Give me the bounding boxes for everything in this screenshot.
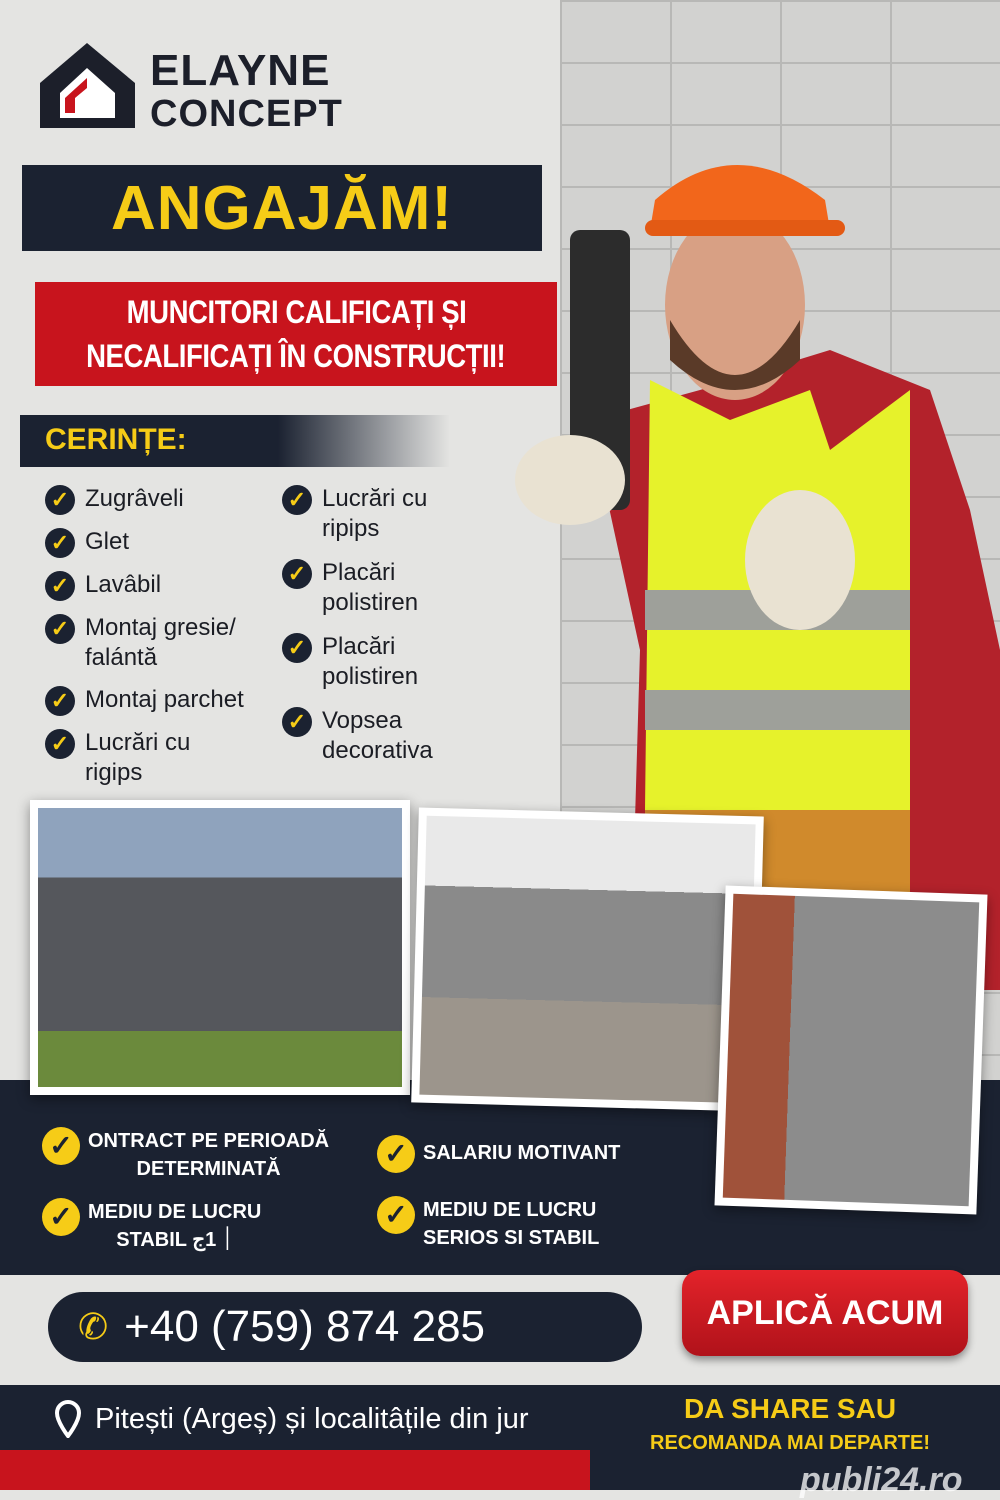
requirement-item [45, 570, 280, 601]
check-icon: ✓ [45, 729, 75, 759]
benefit-text: ONTRACT PE PERIOADĂ [88, 1130, 330, 1152]
requirement-item [45, 728, 280, 788]
requirement-item [282, 632, 472, 692]
requirement-item [45, 484, 280, 515]
share-line1: DA SHARE SAU [683, 1393, 897, 1424]
check-icon: ✓ [45, 614, 75, 644]
requirements-right [282, 484, 472, 766]
subheadline-line1: MUNCITORI CALIFICAȚI ȘI [126, 294, 466, 330]
share-text [620, 1393, 960, 1455]
location [55, 1400, 529, 1438]
location-pin-icon [55, 1400, 81, 1438]
requirement-item [45, 527, 280, 558]
check-icon: ✓ [377, 1196, 415, 1234]
requirement-text: Vopsea decorativa [322, 707, 433, 764]
check-icon: ✓ [282, 633, 312, 663]
check-icon: ✓ [282, 559, 312, 589]
requirement-text: Lucrări cu rigips [85, 729, 191, 786]
check-icon: ✓ [282, 485, 312, 515]
phone-icon: ✆ [78, 1306, 109, 1347]
requirement-text: Montaj gresie/ falántă [85, 614, 236, 671]
apply-now-button[interactable]: APLICĂ ACUM [682, 1270, 968, 1356]
benefit-text: SERIOS SI STABIL [423, 1227, 600, 1249]
requirement-item [45, 685, 280, 716]
brand-line2: CONCEPT [150, 93, 343, 135]
requirement-text: Lavâbil [85, 571, 162, 598]
requirement-text: Lucrări cu ripips [322, 485, 428, 542]
requirement-text: Glet [85, 528, 130, 555]
check-icon: ✓ [45, 485, 75, 515]
benefit-item [377, 1135, 620, 1173]
house-logo-icon [35, 38, 140, 130]
requirement-text: Montaj parchet [85, 686, 244, 713]
headline: ANGAJĂM! [22, 165, 542, 251]
brand-line1: ELAYNE [150, 46, 331, 95]
phone-number[interactable] [48, 1292, 642, 1362]
requirements-left [45, 484, 280, 788]
benefit-text: DETERMINATĂ [136, 1158, 281, 1180]
benefit-item [42, 1198, 261, 1254]
check-icon: ✓ [42, 1198, 80, 1236]
check-icon: ✓ [45, 528, 75, 558]
interior-photo [411, 808, 764, 1112]
location-text: Pitești (Argeș) și localitâțile din jur [95, 1402, 529, 1435]
requirement-item [282, 706, 472, 766]
requirement-item [282, 484, 472, 544]
requirement-text: Placări polistiren [322, 633, 419, 690]
check-icon: ✓ [45, 686, 75, 716]
check-icon: ✓ [377, 1135, 415, 1173]
watermark: publi24.ro [800, 1461, 963, 1499]
subheadline [35, 282, 557, 386]
phone-text: +40 (759) 874 285 [124, 1302, 486, 1351]
requirement-text: Zugrâveli [85, 485, 184, 512]
benefit-text: SALARIU MOTIVANT [423, 1142, 621, 1164]
benefit-text: MEDIU DE LUCRU [423, 1199, 597, 1221]
benefit-item [42, 1127, 329, 1183]
requirement-item [282, 558, 472, 618]
subheadline-line2: NECALIFICAȚI ÎN CONSTRUCȚII! [86, 338, 506, 374]
check-icon: ✓ [42, 1127, 80, 1165]
requirement-text: Placări polistiren [322, 559, 419, 616]
benefit-text: MEDIU DE LUCRU [88, 1201, 262, 1223]
red-strip [0, 1450, 590, 1490]
share-line2: RECOMANDA MAI DEPARTE! [650, 1432, 930, 1454]
check-icon: ✓ [45, 571, 75, 601]
benefit-item [377, 1196, 599, 1252]
benefit-text: STABIL ׀ 1ج [116, 1229, 234, 1251]
check-icon: ✓ [282, 707, 312, 737]
requirement-item [45, 613, 280, 673]
requirements-title: CERINȚE: [20, 415, 450, 467]
brand-name [150, 48, 343, 134]
fence-photo [30, 800, 410, 1095]
plasterer-photo [714, 886, 987, 1215]
